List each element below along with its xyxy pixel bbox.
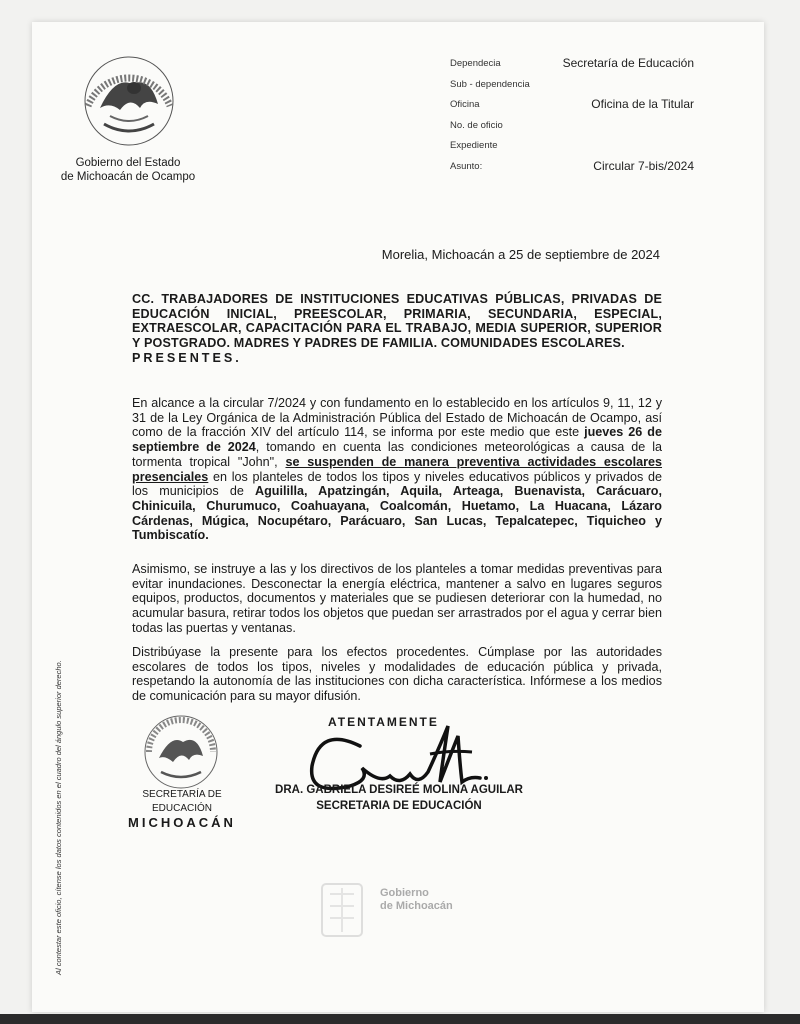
signatory-title: SECRETARIA DE EDUCACIÓN — [316, 800, 482, 812]
p1-date: jueves 26 de septiembre de 2024 — [132, 425, 662, 455]
p1-text-c: en los planteles de todos los tipos y niveles educativos públicos y privados de los municipios de — [132, 469, 662, 499]
watermark-line-2: de Michoacán — [380, 900, 453, 912]
addressee-text: CC. TRABAJADORES DE INSTITUCIONES EDUCATIVAS PÚBLICAS, PRIVADAS DE EDUCACIÓN INICIAL, PREESCOLAR, PRIMARIA, SECUNDARIA, ESPECIAL, EXTRAESCOLAR, CAPACITACIÓN PARA EL TRABAJO, MEDIA SUPERIOR, SUPERIOR Y POSTGRADO. MADRES Y PADRES DE FAMILIA. COMUNIDADES ESCOLARES. — [132, 292, 662, 351]
gov-line-1: Gobierno del Estado — [75, 157, 181, 169]
expediente-label: Expediente — [450, 140, 498, 151]
body-paragraph-3: Distribúyase la presente para los efectos procedentes. Cúmplase por las autoridades escolares de todos los tipos, niveles y modalidades de educación pública y privada, respetando la autonomía de las instituciones con dicha característica. Infórmese a los medios de comunicación para su mayor difusión. — [132, 645, 662, 704]
dependencia-label: Dependecia — [450, 58, 501, 69]
document-date: Morelia, Michoacán a 25 de septiembre de 2024 — [381, 247, 660, 262]
mexico-coat-of-arms-icon — [70, 46, 188, 151]
p1-text-b: , tomando en cuenta las condiciones meteorológicas a causa de la tormenta tropical "John", — [132, 440, 662, 469]
oficina-label: Oficina — [450, 99, 480, 110]
secretaria-line-1: SECRETARÍA DE EDUCACIÓN — [142, 789, 222, 814]
p1-text-a: En alcance a la circular 7/2024 y con fundamento en lo establecido en los artículos 9, 11, 12 y 31 de la Ley Orgánica de la Administración Pública del Estado de Michoacán de Ocampo, así como de la fracción XIV del artículo 114, se informa por este medio que este — [132, 396, 662, 440]
addressee-block — [132, 292, 662, 366]
p1-suspension: se suspenden de manera preventiva actividades escolares presenciales — [132, 454, 663, 484]
asunto-label: Asunto: — [450, 160, 483, 172]
asunto-value: Circular 7-bis/2024 — [593, 158, 694, 173]
government-name — [48, 156, 208, 184]
p1-municipalities: Aguililla, Apatzingán, Aquila, Arteaga, Buenavista, Carácuaro, Chinicuila, Churumuco, Coahuayana, Coalcomán, Huetamo, La Huacana, Lázaro Cárdenas, Múgica, Nocupétaro, Parácuaro, San Lucas, Tepalcatepec, Tiquicheo y Tumbiscatío. — [132, 484, 662, 543]
signatory — [254, 782, 544, 814]
dependencia-value: Secretaría de Educación — [562, 56, 694, 70]
presentes-label: PRESENTES. — [132, 350, 242, 365]
watermark-text — [380, 887, 453, 913]
body-paragraph-2: Asimismo, se instruye a las y los directivos de los planteles a tomar medidas preventivas para evitar inundaciones. Desconectar la energía eléctrica, mantener a salvo en lugares seguros equipos, productos, documentos y materiales que se pudiesen deteriorar con la humedad, no acumular basura, retirar todos los objetos que puedan ser arrastrados por el agua y cerrar bien todas las puertas y ventanas. — [132, 562, 662, 635]
secretaria-line-2: MICHOACÁN — [128, 815, 236, 830]
gov-line-2: de Michoacán de Ocampo — [60, 171, 196, 183]
side-note: Al contestar este oficio, cítense los datos contenidos en el cuadro del ángulo superior derecho. — [54, 660, 63, 975]
document-metadata — [450, 58, 750, 181]
oficina-value: Oficina de la Titular — [591, 97, 694, 111]
bottom-bar — [0, 1014, 800, 1024]
secretaria-seal-icon — [133, 710, 229, 792]
body-paragraph-1 — [132, 396, 662, 543]
atentamente-label: ATENTAMENTE — [328, 715, 439, 729]
oficio-label: No. de oficio — [450, 119, 503, 131]
secretaria-label — [112, 788, 252, 830]
subdependencia-label: Sub - dependencia — [450, 78, 530, 90]
signatory-name: DRA. GABRIELA DESIREÉ MOLINA AGUILAR — [275, 784, 523, 796]
watermark-line-1: Gobierno — [380, 887, 429, 899]
